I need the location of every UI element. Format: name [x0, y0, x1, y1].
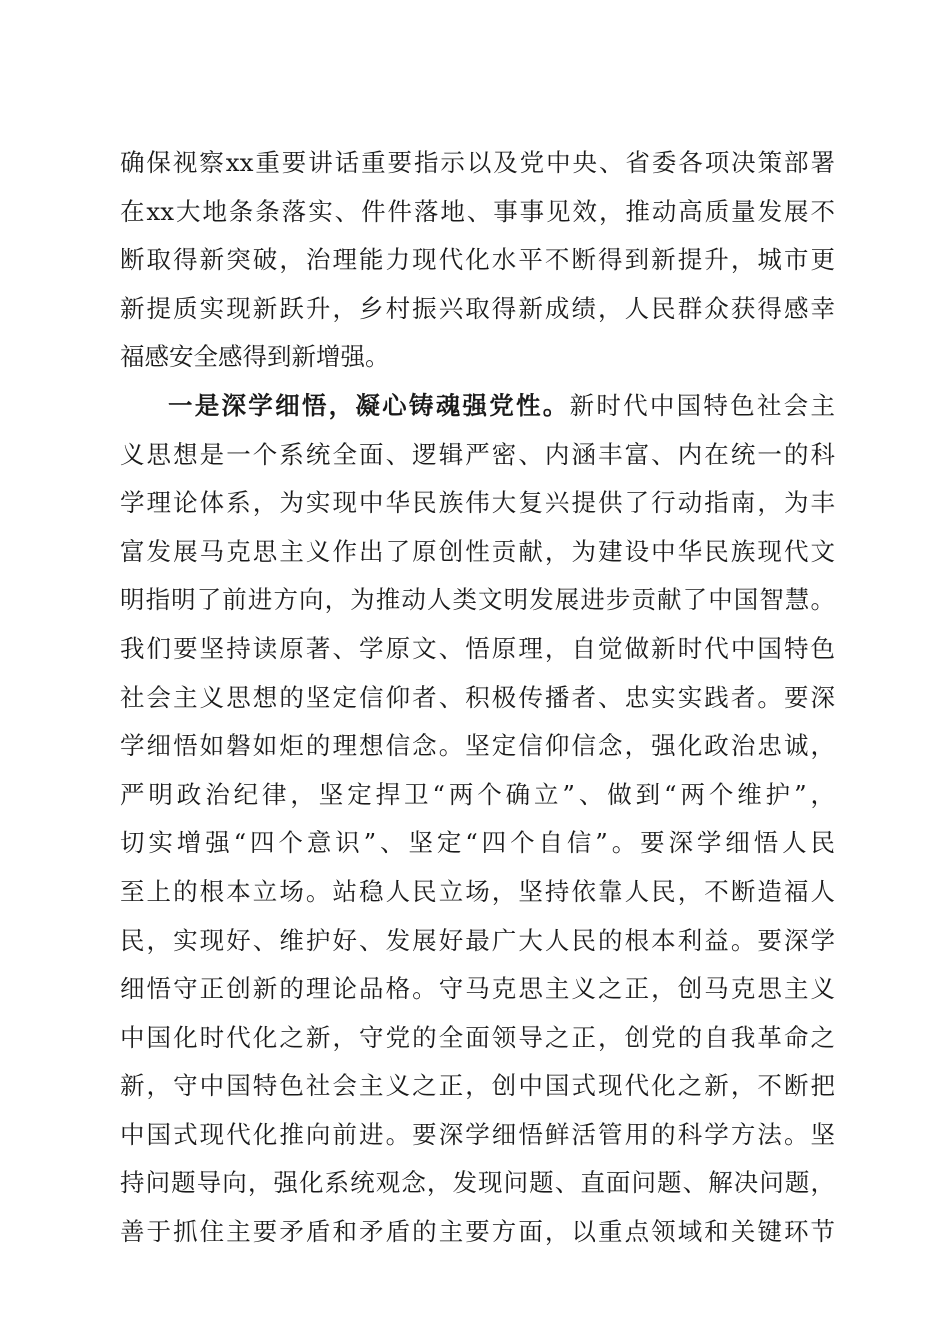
document-body: [120, 139, 835, 1257]
text-line: 在xx大地条条落实、件件落地、事事见效，推动高质量发展不: [120, 196, 835, 226]
text-line: 明指明了前进方向，为推动人类文明发展进步贡献了中国智慧。: [120, 585, 835, 615]
section-heading: 一是深学细悟，凝心铸魂强党性。: [168, 390, 570, 420]
text-line: 义思想是一个系统全面、逻辑严密、内涵丰富、内在统一的科: [120, 439, 835, 469]
text-line: 新提质实现新跃升，乡村振兴取得新成绩，人民群众获得感幸: [120, 293, 835, 323]
text-line: 民，实现好、维护好、发展好最广大人民的根本利益。要深学: [120, 925, 835, 955]
paragraph-2-first-line: [120, 382, 835, 431]
text-line: 富发展马克思主义作出了原创性贡献，为建设中华民族现代文: [120, 536, 835, 566]
text-line: 中国化时代化之新，守党的全面领导之正，创党的自我革命之: [120, 1022, 835, 1052]
text-line: 善于抓住主要矛盾和矛盾的主要方面，以重点领域和关键环节: [120, 1217, 835, 1247]
text-line: 中国式现代化推向前进。要深学细悟鲜活管用的科学方法。坚: [120, 1119, 835, 1149]
text-line: 确保视察xx重要讲话重要指示以及党中央、省委各项决策部署: [120, 148, 835, 177]
text-line: 我们要坚持读原著、学原文、悟原理，自觉做新时代中国特色: [120, 633, 835, 663]
text-line: 福感安全感得到新增强。: [120, 342, 390, 372]
text-line: 断取得新突破，治理能力现代化水平不断得到新提升，城市更: [120, 245, 835, 275]
text-line: 社会主义思想的坚定信仰者、积极传播者、忠实实践者。要深: [120, 682, 835, 712]
text-line: 严明政治纪律，坚定捍卫“两个确立”、做到“两个维护”，: [120, 779, 835, 809]
text-line: 新，守中国特色社会主义之正，创中国式现代化之新，不断把: [120, 1071, 835, 1101]
text-line: 细悟守正创新的理论品格。守马克思主义之正，创马克思主义: [120, 974, 835, 1004]
paragraph-2: [120, 382, 835, 1257]
heading-line-text: 新时代中国特色社会主: [569, 390, 835, 420]
text-line: 学细悟如磐如炬的理想信念。坚定信仰信念，强化政治忠诚，: [120, 731, 835, 761]
paragraph-1: [120, 139, 835, 382]
text-line: 至上的根本立场。站稳人民立场，坚持依靠人民，不断造福人: [120, 876, 835, 906]
text-line: 学理论体系，为实现中华民族伟大复兴提供了行动指南，为丰: [120, 488, 835, 518]
text-line: 持问题导向，强化系统观念，发现问题、直面问题、解决问题，: [120, 1168, 835, 1198]
text-line: 切实增强“四个意识”、坚定“四个自信”。要深学细悟人民: [120, 828, 835, 858]
